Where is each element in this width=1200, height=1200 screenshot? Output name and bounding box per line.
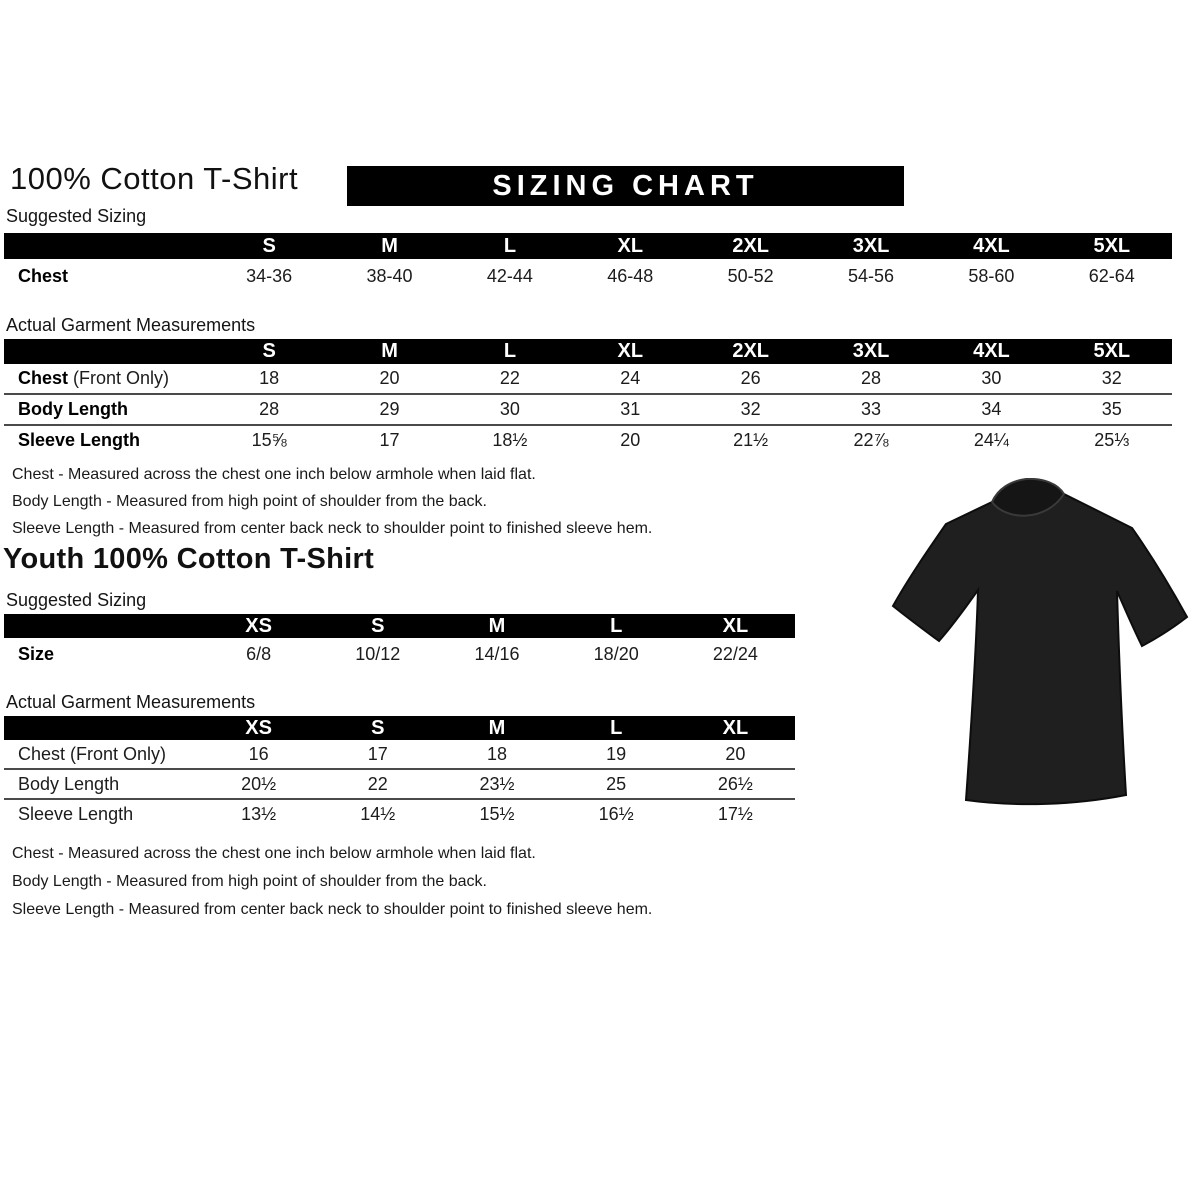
- row-label: Sleeve Length: [18, 803, 134, 824]
- note-chest: Chest - Measured across the chest one inch below armhole when laid flat.: [12, 845, 536, 862]
- page-title: 100% Cotton T-Shirt: [10, 161, 299, 196]
- header-cell-size: S: [371, 716, 385, 739]
- adult-chest-range-row: [4, 259, 1172, 293]
- adult-suggested-header-row: [4, 233, 1172, 259]
- header-cell-size: 2XL: [732, 234, 770, 257]
- table-cell: 15⅝: [251, 430, 287, 450]
- header-cell-empty: [4, 233, 209, 259]
- header-cell-empty: [4, 716, 199, 740]
- table-cell: 22: [499, 368, 520, 388]
- table-cell: 30: [499, 399, 520, 419]
- table-cell: 46-48: [607, 265, 654, 286]
- table-cell: 20½: [241, 773, 277, 794]
- table-cell: 13½: [241, 803, 277, 824]
- youth-size-row: [4, 638, 795, 671]
- table-cell: 34-36: [246, 265, 293, 286]
- table-cell: 35: [1101, 399, 1122, 419]
- header-cell-size: M: [488, 716, 506, 739]
- youth-actual-header-row: [4, 716, 795, 740]
- table-cell: 26: [740, 368, 761, 388]
- adult-actual-header-row: [4, 339, 1172, 364]
- header-cell-size: 5XL: [1093, 340, 1131, 362]
- youth-actual-measurements-label: Actual Garment Measurements: [6, 692, 256, 712]
- table-cell: 24¼: [973, 430, 1009, 450]
- table-cell: 32: [740, 399, 761, 419]
- header-cell-size: XL: [722, 614, 749, 637]
- tshirt-product-photo: [885, 478, 1197, 830]
- header-cell-size: 3XL: [852, 340, 890, 362]
- table-cell: 14/16: [474, 644, 520, 664]
- table-cell: 23½: [479, 773, 515, 794]
- header-cell-size: S: [262, 340, 276, 362]
- table-cell: 17½: [717, 803, 753, 824]
- note-body-length: Body Length - Measured from high point of shoulder from the back.: [12, 873, 487, 890]
- adult-chest-row: [4, 364, 1172, 393]
- table-cell: 16: [248, 743, 269, 764]
- table-cell: 22/24: [712, 644, 758, 664]
- table-cell: 22: [367, 773, 388, 794]
- table-cell: 15½: [479, 803, 515, 824]
- header-cell-size: XL: [617, 340, 644, 362]
- table-cell: 19: [606, 743, 627, 764]
- header-cell-size: S: [371, 614, 385, 637]
- youth-measurement-notes: [12, 840, 652, 924]
- table-cell: 17: [379, 430, 400, 450]
- adult-suggested-sizing-label: Suggested Sizing: [6, 206, 147, 226]
- table-cell: 18½: [492, 430, 528, 450]
- youth-chest-row: [4, 740, 795, 768]
- header-cell-size: XL: [722, 716, 749, 739]
- header-cell-size: 5XL: [1093, 234, 1131, 257]
- youth-sleeve-length-row: [4, 798, 795, 828]
- table-cell: 32: [1101, 368, 1122, 388]
- table-cell: 18/20: [593, 644, 639, 664]
- table-cell: 29: [379, 399, 400, 419]
- table-cell: 31: [620, 399, 641, 419]
- table-cell: 14½: [360, 803, 396, 824]
- table-cell: 25: [606, 773, 627, 794]
- adult-sleeve-length-row: [4, 424, 1172, 455]
- table-cell: 20: [725, 743, 746, 764]
- sizing-chart-banner: [347, 166, 904, 206]
- note-sleeve-length: Sleeve Length - Measured from center back neck to shoulder point to finished sleeve hem.: [12, 901, 653, 918]
- adult-suggested-sizing-table: [4, 233, 1172, 293]
- table-cell: 16½: [598, 803, 634, 824]
- table-cell: 28: [861, 368, 882, 388]
- table-cell: 42-44: [486, 265, 533, 286]
- header-cell-size: XS: [245, 716, 272, 739]
- youth-actual-measurements-table: [4, 716, 795, 828]
- header-cell-size: L: [503, 340, 517, 362]
- table-cell: 6/8: [246, 644, 272, 664]
- table-cell: 26½: [717, 773, 753, 794]
- adult-body-length-row: [4, 393, 1172, 424]
- table-cell: 38-40: [366, 265, 413, 286]
- header-cell-empty: [4, 339, 209, 364]
- youth-body-length-row: [4, 768, 795, 798]
- table-cell: 18: [486, 743, 507, 764]
- header-cell-size: M: [488, 614, 506, 637]
- row-label: Chest (Front Only): [18, 743, 167, 764]
- header-cell-size: XL: [617, 234, 644, 257]
- sizing-chart-banner-text: SIZING CHART: [492, 169, 759, 202]
- adult-measurement-notes: [12, 461, 652, 542]
- header-cell-size: 3XL: [852, 234, 890, 257]
- youth-suggested-sizing-table: [4, 614, 795, 671]
- header-cell-size: M: [381, 234, 398, 257]
- table-cell: 20: [620, 430, 641, 450]
- table-cell: 10/12: [355, 644, 401, 664]
- table-cell: 50-52: [727, 265, 774, 286]
- row-label: Size: [18, 644, 55, 664]
- header-cell-size: L: [610, 614, 623, 637]
- header-cell-size: 4XL: [973, 340, 1010, 362]
- header-cell-size: L: [503, 234, 517, 257]
- table-cell: 34: [981, 399, 1002, 419]
- table-cell: 21½: [733, 430, 769, 450]
- table-cell: 20: [379, 368, 400, 388]
- table-cell: 25⅓: [1094, 430, 1130, 450]
- row-label: Chest: [18, 265, 69, 286]
- table-cell: 62-64: [1088, 265, 1135, 286]
- row-label: Sleeve Length: [18, 430, 141, 450]
- tshirt-image: [885, 478, 1197, 830]
- table-cell: 33: [861, 399, 882, 419]
- table-cell: 17: [367, 743, 388, 764]
- row-label: Body Length: [18, 773, 120, 794]
- youth-suggested-sizing-label: Suggested Sizing: [6, 590, 147, 610]
- youth-suggested-header-row: [4, 614, 795, 638]
- header-cell-size: 2XL: [732, 340, 770, 362]
- youth-section-title: Youth 100% Cotton T-Shirt: [3, 543, 375, 575]
- table-cell: 58-60: [968, 265, 1015, 286]
- note-chest: Chest - Measured across the chest one inch below armhole when laid flat.: [12, 466, 536, 483]
- table-cell: 28: [259, 399, 280, 419]
- header-cell-size: 4XL: [973, 234, 1010, 257]
- header-cell-size: L: [610, 716, 623, 739]
- table-cell: 54-56: [848, 265, 895, 286]
- adult-actual-measurements-label: Actual Garment Measurements: [6, 315, 256, 335]
- header-cell-size: S: [262, 234, 276, 257]
- table-cell: 22⅞: [853, 430, 889, 450]
- header-cell-size: XS: [245, 614, 272, 637]
- note-sleeve-length: Sleeve Length - Measured from center back neck to shoulder point to finished sleeve hem.: [12, 520, 653, 537]
- row-label: Body Length: [18, 399, 128, 419]
- table-cell: 24: [620, 368, 641, 388]
- header-cell-size: M: [381, 340, 398, 362]
- row-label: Chest (Front Only): [18, 368, 170, 388]
- note-body-length: Body Length - Measured from high point of shoulder from the back.: [12, 493, 487, 510]
- tshirt-body: [893, 494, 1187, 804]
- table-cell: 18: [259, 368, 280, 388]
- table-cell: 30: [981, 368, 1002, 388]
- adult-actual-measurements-table: [4, 339, 1172, 455]
- header-cell-empty: [4, 614, 199, 638]
